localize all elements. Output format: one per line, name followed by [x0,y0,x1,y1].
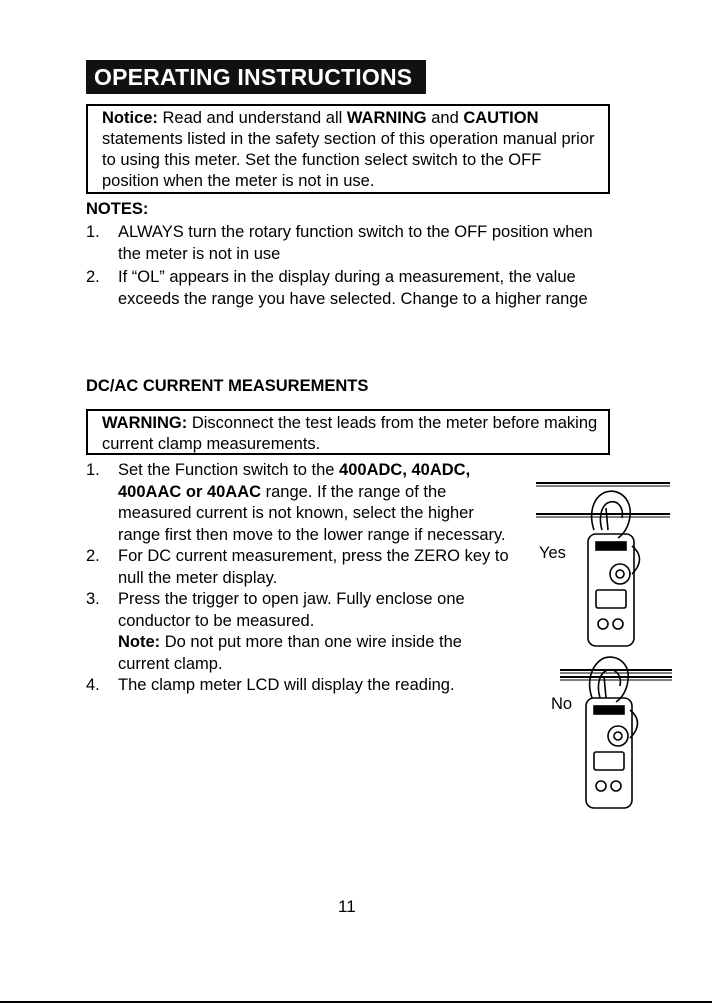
list-item [86,675,516,697]
conductor-wire [536,483,670,517]
list-number: 3. [86,590,100,608]
bottom-rule [0,1001,712,1003]
list-item [86,632,516,675]
warning-box [86,409,610,455]
notice-text-1: Read and understand all [157,109,347,127]
step-text-post: range. If the range of the measured current is not known, select the higher range first then move to the lower range if necessary. [118,482,506,544]
notice-box [86,104,610,194]
list-item [86,460,516,546]
section-banner: OPERATING INSTRUCTIONS [86,60,426,94]
step-text-pre: Set the Function switch to the [118,461,340,479]
note-label: Note: [118,633,161,651]
list-number: 1. [86,461,100,479]
note-text: Do not put more than one wire inside the current clamp. [118,633,462,673]
list-number: 4. [86,676,100,694]
list-number: 1. [86,223,100,241]
list-item [86,589,516,632]
notice-warning-word: WARNING [346,109,427,127]
list-number: 2. [86,268,100,286]
notice-text-3: statements listed in the safety section of this operation manual prior to using this meter. Set the function select switch to the OFF position when the meter is not in use. [102,130,595,190]
list-text: For DC current measurement, press the ZERO key to null the meter display. [118,547,509,587]
list-item [86,546,516,589]
warning-text: Disconnect the test leads from the meter before making current clamp measurements. [102,414,598,453]
notice-caution-word: CAUTION [463,109,539,127]
list-text: ALWAYS turn the rotary function switch to the OFF position when the meter is not in use [118,223,593,263]
notice-text-2: and [426,109,464,127]
notes-heading: NOTES: [86,200,149,218]
clamp-meter-no-illustration [560,650,674,810]
section-heading: DC/AC CURRENT MEASUREMENTS [86,377,369,395]
notes-list [86,222,616,312]
no-label: No [551,695,573,713]
yes-label: Yes [539,544,566,562]
list-number: 2. [86,547,100,565]
list-item [86,222,616,265]
list-text: The clamp meter LCD will display the reading. [118,676,455,694]
page-number: 11 [338,897,356,916]
clamp-meter-yes-illustration [536,478,672,648]
steps-list [86,460,516,697]
step-range-values: 400ADC, 40ADC, 400AAC or 40AAC [118,461,471,501]
list-text: If “OL” appears in the display during a measurement, the value exceeds the range you have selected. Change to a higher range [118,268,588,308]
list-text: Press the trigger to open jaw. Fully enclose one conductor to be measured. [118,590,465,630]
notice-label: Notice: [102,109,158,127]
warning-label: WARNING: [102,414,188,432]
list-item [86,267,616,310]
